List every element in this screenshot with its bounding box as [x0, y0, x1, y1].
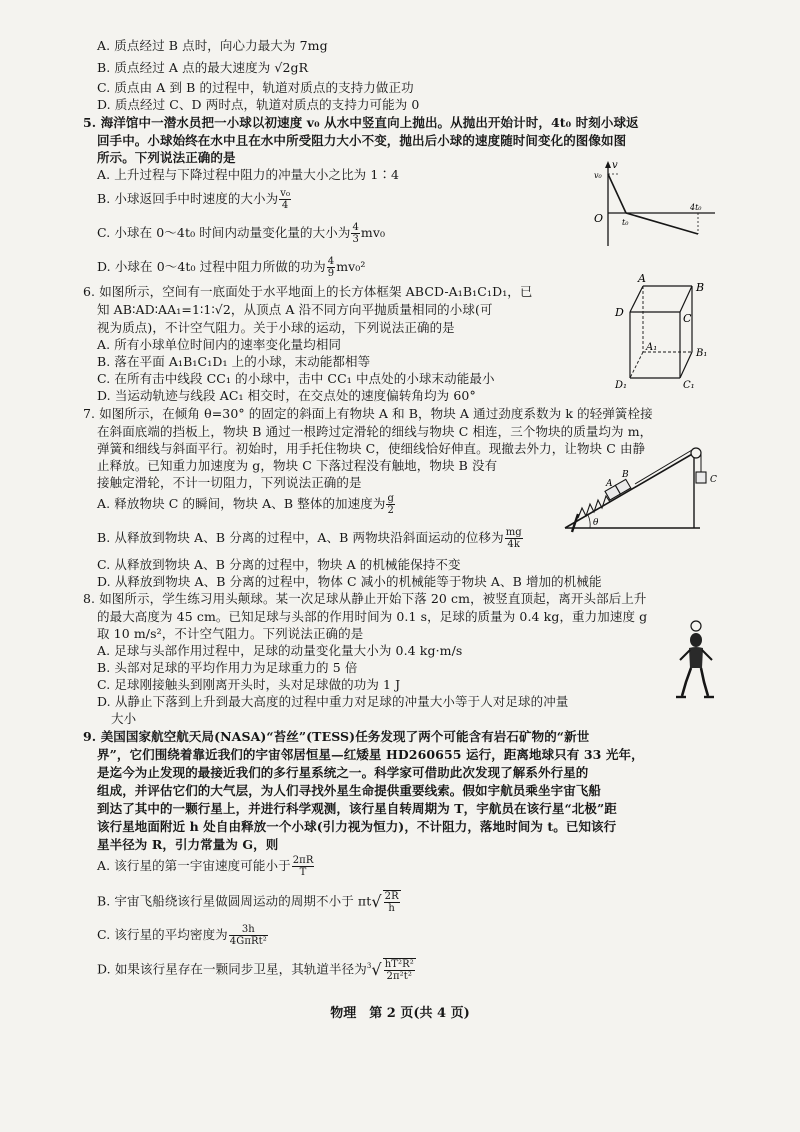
- q4-option-c: C. 质点由 A 到 B 的过程中，轨道对质点的支持力做正功: [97, 80, 414, 95]
- q9-stem-5: 到达了其中的一颗行星上，并进行科学观测，该行星自转周期为 T，宇航员在该行星“北极”距: [97, 801, 617, 816]
- player-head: [690, 633, 702, 647]
- q8-option-a: A. 足球与头部作用过程中，足球的动量变化量大小为 0.4 kg·m/s: [97, 643, 463, 658]
- q9-stem-7: 星半径为 R，引力常量为 G，则: [97, 837, 279, 852]
- q6-option-d: D. 当运动轨迹与线段 AC₁ 相交时，在交点处的速度偏转角均为 60°: [97, 388, 476, 403]
- q8-player-figure: [664, 620, 724, 702]
- q7-option-b: B. 从释放到物块 A、B 分离的过程中，A、B 两物块沿斜面运动的位移为 $\frac{mg}{4k}$: [97, 527, 522, 550]
- q6-option-b: B. 落在平面 A₁B₁C₁D₁ 上的小球，末动能都相等: [97, 354, 371, 369]
- cuboid-label-b1: B₁: [696, 348, 708, 359]
- q9-option-c: C. 该行星的平均密度为 $\frac{3h}{\text{4GπRt²}}$: [97, 924, 267, 947]
- graph-v0-label: v₀: [594, 171, 602, 180]
- q5-vt-graph: [590, 158, 720, 253]
- q6-option-a: A. 所有小球单位时间内的速率变化量均相同: [97, 337, 342, 352]
- q6-cuboid-figure: [610, 272, 720, 392]
- q8-option-c: C. 足球刚接触头到刚离开头时，头对足球做的功为 1 J: [97, 677, 401, 692]
- cuboid-label-b: B: [696, 281, 705, 294]
- cuboid-label-a: A: [638, 272, 646, 285]
- q7-stem-3: 弹簧和细线与斜面平行。初始时，用手托住物块 C，使细线恰好伸直。现撤去外力，让物块 C 由静: [97, 441, 646, 456]
- q6-stem-2: 知 AB∶AD∶AA₁=1∶1∶√2，从顶点 A 沿不同方向平抛质量相同的小球(可: [97, 302, 493, 317]
- q9-stem-3: 是迄今为止发现的最接近我们的多行星系统之一。科学家可借助此次发现了解系外行星的: [97, 765, 589, 780]
- q9-option-b: B. 宇宙飞船绕该行星做圆周运动的周期不小于 πt√ $\frac{2R}{h}$: [97, 891, 399, 914]
- theta-arc: [588, 515, 590, 528]
- cuboid-label-c1: C₁: [683, 380, 695, 391]
- graph-t0-label: t₀: [622, 218, 629, 227]
- player-right-leg: [701, 668, 708, 696]
- q8-stem-1: 8. 如图所示，学生练习用头颠球。某一次足球从静止开始下落 20 cm，被竖直顶起，离开头部后上升: [83, 591, 647, 606]
- spring: [578, 496, 610, 518]
- q9-option-a: A. 该行星的第一宇宙速度可能小于 $\frac{2\pi R}{T}$: [97, 855, 314, 878]
- q9-stem-6: 该行星地面附近 h 处自由释放一个小球(引力视为恒力)，不计阻力，落地时间为 t。已知该行: [97, 819, 617, 834]
- graph-v-arrow: [605, 161, 611, 168]
- q9-stem-4: 组成，并评估它们的大气层，为人们寻找外星生命提供重要线索。假如宇航员乘坐宇宙飞船: [97, 783, 602, 798]
- q5-option-b: B. 小球返回手中时速度的大小为 $\frac{\text{v₀}}{4}$: [97, 188, 291, 211]
- q6-stem-1: 6. 如图所示，空间有一底面处于水平地面上的长方体框架 ABCD-A₁B₁C₁D₁，已: [83, 284, 533, 299]
- graph-4t0-label: 4t₀: [690, 203, 702, 212]
- q9-stem-2: 界”，它们围绕着靠近我们的宇宙邻居恒星—红矮星 HD260655 运行，距离地球只有 33 光年，: [97, 747, 644, 762]
- block-a-label: A: [606, 479, 613, 489]
- string-incline: [635, 450, 692, 484]
- incline-surface: [565, 453, 694, 528]
- cuboid-label-a1: A₁: [646, 342, 658, 353]
- q4-option-a: A. 质点经过 B 点时，向心力最大为 7mg: [97, 38, 328, 53]
- q8-option-d-cont: 大小: [111, 711, 137, 726]
- q5-stem-1: 5. 海洋馆中一潜水员把一小球以初速度 v₀ 从水中竖直向上抛出。从抛出开始计时，4t₀ 时刻小球返: [83, 115, 639, 130]
- q5-stem-2: 回手中。小球始终在水中且在水中所受阻力大小不变，抛出后小球的速度随时间变化的图像如图: [97, 133, 627, 148]
- theta-label: θ: [593, 518, 599, 528]
- graph-v-label: v: [612, 160, 618, 171]
- q9-option-d: D. 如果该行星存在一颗同步卫星，其轨道半径为$^3$√ $\frac{\text{hT²R²}}{\text{2π²t²}}$: [97, 959, 414, 982]
- q7-incline-figure: [560, 438, 730, 534]
- q7-option-a: A. 释放物块 C 的瞬间，物块 A、B 整体的加速度为 $\frac{g}{2}$: [97, 493, 394, 516]
- q8-option-d: D. 从静止下落到上升到最大高度的过程中重力对足球的冲量大小等于人对足球的冲量: [97, 694, 569, 709]
- block-c: [696, 472, 706, 483]
- ball: [691, 621, 701, 631]
- block-b-label: B: [622, 470, 629, 480]
- q5-stem-3: 所示。下列说法正确的是: [97, 150, 236, 165]
- player-left-leg: [682, 668, 691, 696]
- player-left-arm: [680, 650, 690, 660]
- q5-option-c: C. 小球在 0～4t₀ 时间内动量变化量的大小为 $\frac{4}{3}$ mv₀: [97, 222, 386, 245]
- q6-option-c: C. 在所有击中线段 CC₁ 的小球中，击中 CC₁ 中点处的小球末动能最小: [97, 371, 495, 386]
- q9-stem-1: 9. 美国国家航空航天局(NASA)“苔丝”(TESS)任务发现了两个可能含有岩石矿物的“新世: [83, 729, 590, 744]
- block-c-label: C: [710, 475, 717, 485]
- q8-option-b: B. 头部对足球的平均作用力为足球重力的 5 倍: [97, 660, 358, 675]
- q7-stem-5: 接触定滑轮，不计一切阻力，下列说法正确的是: [97, 475, 362, 490]
- q4-option-d: D. 质点经过 C、D 两时点，轨道对质点的支持力可能为 0: [97, 97, 420, 112]
- pulley: [691, 448, 701, 458]
- graph-rise-segment: [608, 174, 626, 213]
- cuboid-label-c: C: [683, 312, 692, 325]
- page-footer: 物理 第 2 页(共 4 页): [330, 1006, 470, 1021]
- cuboid-label-d: D: [615, 306, 624, 319]
- q5-option-d: D. 小球在 0～4t₀ 过程中阻力所做的功为 $\frac{4}{9}$ mv₀²: [97, 256, 366, 279]
- q7-option-d: D. 从释放到物块 A、B 分离的过程中，物体 C 减小的机械能等于物块 A、B 增加的机械能: [97, 574, 602, 589]
- cuboid-label-d1: D₁: [615, 380, 628, 391]
- q5-option-a: A. 上升过程与下降过程中阻力的冲量大小之比为 1∶4: [97, 167, 400, 182]
- graph-origin-label: O: [594, 212, 604, 225]
- q7-stem-1: 7. 如图所示，在倾角 θ=30° 的固定的斜面上有物块 A 和 B，物块 A 通过劲度系数为 k 的轻弹簧栓接: [83, 406, 653, 421]
- player-torso: [689, 647, 703, 668]
- graph-fall-segment: [626, 213, 698, 234]
- q6-stem-3: 视为质点)，不计空气阻力。关于小球的运动，下列说法正确的是: [97, 320, 455, 335]
- q8-stem-3: 取 10 m/s²，不计空气阻力。下列说法正确的是: [97, 626, 364, 641]
- q4-option-b: B. 质点经过 A 点的最大速度为 √2gR: [97, 60, 309, 75]
- player-right-arm: [702, 650, 712, 660]
- q7-stem-2: 在斜面底端的挡板上，物块 B 通过一根跨过定滑轮的细线与物块 C 相连，三个物块的质量均为 m，: [97, 424, 653, 439]
- q8-stem-2: 的最大高度为 45 cm。已知足球与头部的作用时间为 0.1 s，足球的质量为 0.4 kg，重力加速度 g: [97, 609, 648, 624]
- q7-stem-4: 止释放。已知重力加速度为 g，物块 C 下落过程没有触地，物块 B 没有: [97, 458, 498, 473]
- q7-option-c: C. 从释放到物块 A、B 分离的过程中，物块 A 的机械能保持不变: [97, 557, 461, 572]
